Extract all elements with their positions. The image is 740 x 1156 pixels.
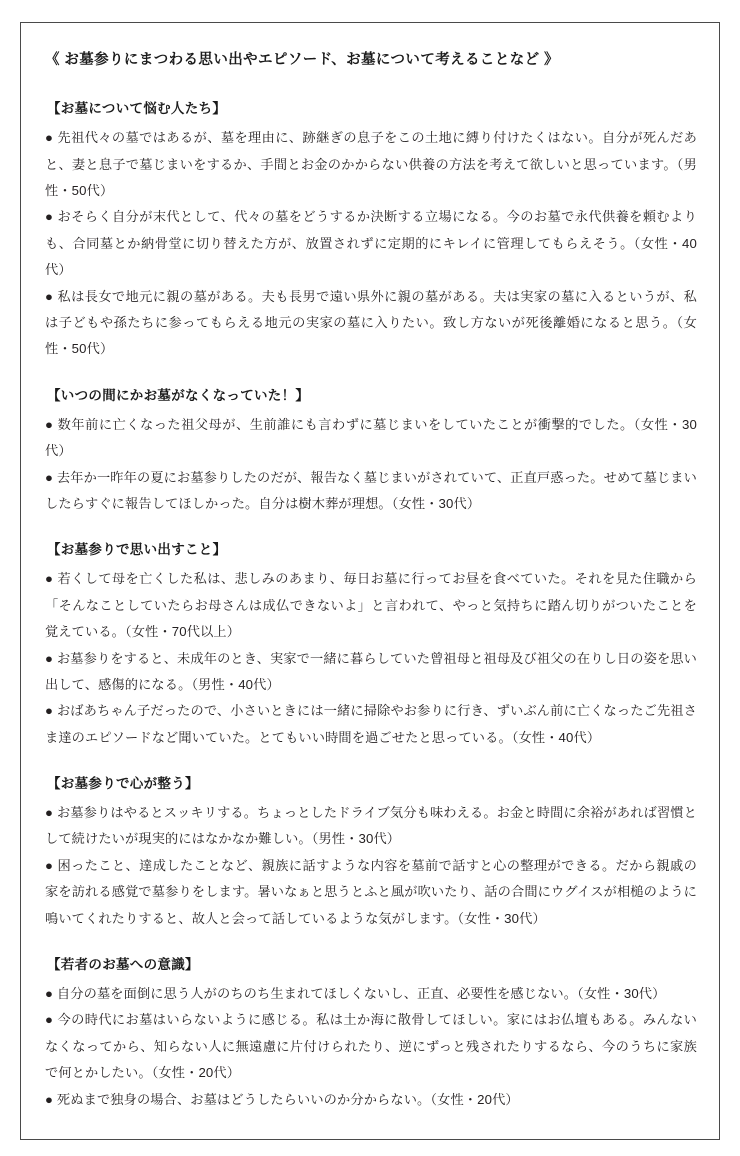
document-container <box>20 22 720 1140</box>
entry-item: ● 死ぬまで独身の場合、お墓はどうしたらいいのか分からない。（女性・20代） <box>45 1091 519 1107</box>
entry-item: ● 去年か一昨年の夏にお墓参りしたのだが、報告なく墓じまいがされていて、正直戸惑った。せめて墓じまいしたらすぐに報告してほしかった。自分は樹木葬が理想。（女性・30代） <box>45 469 697 511</box>
document-title: 《 お墓参りにまつわる思い出やエピソード、お墓について考えることなど 》 <box>45 52 559 68</box>
entry-item: ● お墓参りをすると、未成年のとき、実家で一緒に暮らしていた曾祖母と祖母及び祖父の在りし日の姿を思い出して、感傷的になる。（男性・40代） <box>45 650 697 692</box>
entry-item: ● おそらく自分が末代として、代々の墓をどうするか決断する立場になる。今のお墓で永代供養を頼むよりも、合同墓とか納骨堂に切り替えた方が、放置されずに定期的にキレイに管理してもらえそう。（女性・40代） <box>45 209 697 278</box>
section-heading: 【いつの間にかお墓がなくなっていた！】 <box>47 387 310 403</box>
section-worries <box>43 98 697 363</box>
section-heading: 【お墓参りで心が整う】 <box>47 776 199 792</box>
entry-item: ● 私は長女で地元に親の墓がある。夫も長男で遠い県外に親の墓がある。夫は実家の墓に入るというが、私は子どもや孫たちに参ってもらえる地元の実家の墓に入りたい。致し方ないが死後離婚になると思う。（女性・50代） <box>45 288 697 357</box>
section-memories <box>43 539 697 751</box>
section-heading: 【若者のお墓への意識】 <box>47 957 199 973</box>
entry-item: ● 若くして母を亡くした私は、悲しみのあまり、毎日お墓に行ってお昼を食べていた。それを見た住職から「そんなことしていたらお母さんは成仏できないよ」と言われて、やっと気持ちに踏ん切りがついたことを覚えている。（女性・70代以上） <box>45 571 697 640</box>
section-heading: 【お墓参りで思い出すこと】 <box>47 542 227 558</box>
entry-item: ● 先祖代々の墓ではあるが、墓を理由に、跡継ぎの息子をこの土地に縛り付けたくはない。自分が死んだあと、妻と息子で墓じまいをするか、手間とお金のかからない供養の方法を考えて欲しいと思っています。（男性・50代） <box>45 130 697 198</box>
entry-item: ● 自分の墓を面倒に思う人がのちのち生まれてほしくないし、正直、必要性を感じない。（女性・30代） <box>45 986 666 1002</box>
entry-item: ● 数年前に亡くなった祖父母が、生前誰にも言わずに墓じまいをしていたことが衝撃的でした。（女性・30代） <box>45 416 697 459</box>
section-heading: 【お墓について悩む人たち】 <box>47 101 227 117</box>
section-grave-disappeared <box>43 385 697 518</box>
entry-item: ● おばあちゃん子だったので、小さいときには一緒に掃除やお参りに行き、ずいぶん前に亡くなったご先祖さま達のエピソードなど聞いていた。とてもいい時間を過ごせたと思っている。（女性・40代） <box>45 703 697 745</box>
entry-item: ● お墓参りはやるとスッキリする。ちょっとしたドライブ気分も味わえる。お金と時間に余裕があれば習慣として続けたいが現実的にはなかなか難しい。（男性・30代） <box>45 805 697 847</box>
section-youth-awareness <box>43 954 697 1113</box>
section-peace-of-mind <box>43 773 697 932</box>
entry-item: ● 今の時代にお墓はいらないように感じる。私は土か海に散骨してほしい。家にはお仏壇もある。みんないなくなってから、知らない人に無遠慮に片付けられたり、逆にずっと残されたりするなら、今のうちに家族で何とかしたい。（女性・20代） <box>45 1012 697 1081</box>
entry-item: ● 困ったこと、達成したことなど、親族に話すような内容を墓前で話すと心の整理ができる。だから親戚の家を訪れる感覚で墓参りをします。暑いなぁと思うとふと風が吹いたり、話の合間にウグイスが相槌のように鳴いてくれたりすると、故人と会って話しているような気がします。（女性・30代） <box>45 857 697 926</box>
